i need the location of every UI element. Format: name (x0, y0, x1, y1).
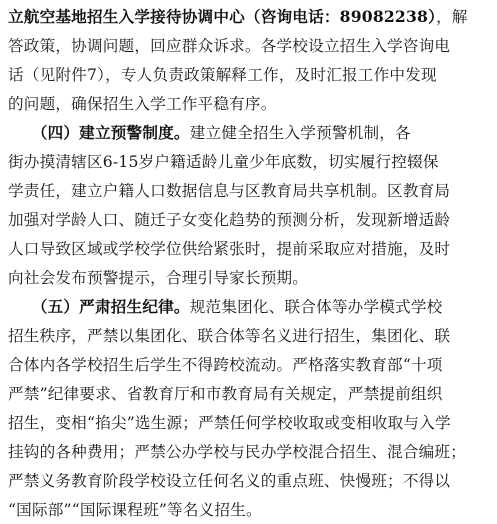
text-line-6 (8, 152, 492, 172)
text-run: 严禁”纪律要求、省教育厅和市教育局有关规定，严禁提前组织 (8, 385, 443, 403)
text-run: 立航空基地招生入学接待协调中心（咨询电话：89082238） (8, 7, 437, 26)
text-run: 严禁义务教育阶段学校设立任何名义的重点班、快慢班；不得以 (8, 472, 451, 490)
text-line-11 (8, 297, 492, 317)
text-run: 学责任，建立户籍人口数据信息与区教育局共享机制。区教育局 (8, 182, 451, 200)
text-run: “国际部”“国际课程班”等名义招生。 (8, 501, 262, 519)
text-line-3 (8, 65, 492, 85)
text-run: 答政策，协调问题，回应群众诉求。各学校设立招生入学咨询电 (8, 37, 451, 55)
text-run: （五）严肃招生纪律。 (8, 297, 190, 316)
text-run: 招生，变相“掐尖”选生源；严禁任何学校收取或变相收取与入学 (8, 414, 451, 432)
text-line-9 (8, 239, 492, 259)
text-run: 建立健全招生入学预警机制，各 (189, 124, 411, 142)
text-line-14 (8, 384, 492, 404)
text-run: 加强对学龄人口、随迁子女变化趋势的预测分析，发现新增适龄 (8, 211, 451, 229)
text-line-7 (8, 181, 492, 201)
text-line-1 (8, 7, 492, 27)
text-run: 话（见附件7），专人负责政策解释工作，及时汇报工作中发现 (8, 66, 437, 84)
text-run: （四）建立预警制度。 (8, 123, 190, 142)
text-line-12 (8, 326, 492, 346)
text-line-8 (8, 210, 492, 230)
text-line-2 (8, 36, 492, 56)
text-run: 规范集团化、联合体等办学模式学校 (189, 298, 443, 316)
text-line-15 (8, 413, 492, 433)
text-run: 合体内各学校招生后学生不得跨校流动。严格落实教育部“十项 (8, 356, 443, 374)
text-run: 街办摸清辖区6-15岁户籍适龄儿童少年底数，切实履行控辍保 (8, 153, 439, 171)
text-line-16 (8, 442, 492, 462)
text-line-13 (8, 355, 492, 375)
text-run: 挂钩的各种费用；严禁公办学校与民办学校混合招生、混合编班； (8, 443, 467, 461)
text-run: 人口导致区域或学校学位供给紧张时，提前采取应对措施，及时 (8, 240, 451, 258)
text-run: 的问题，确保招生入学工作平稳有序。 (8, 95, 277, 113)
text-run: ，解 (436, 8, 468, 26)
text-line-10 (8, 268, 492, 288)
text-line-5 (8, 123, 492, 143)
text-run: 招生秩序，严禁以集团化、联合体等名义进行招生，集团化、联 (8, 327, 451, 345)
text-line-4 (8, 94, 492, 114)
text-run: 向社会发布预警提示，合理引导家长预期。 (8, 269, 309, 287)
text-line-18 (8, 500, 492, 520)
text-line-17 (8, 471, 492, 491)
